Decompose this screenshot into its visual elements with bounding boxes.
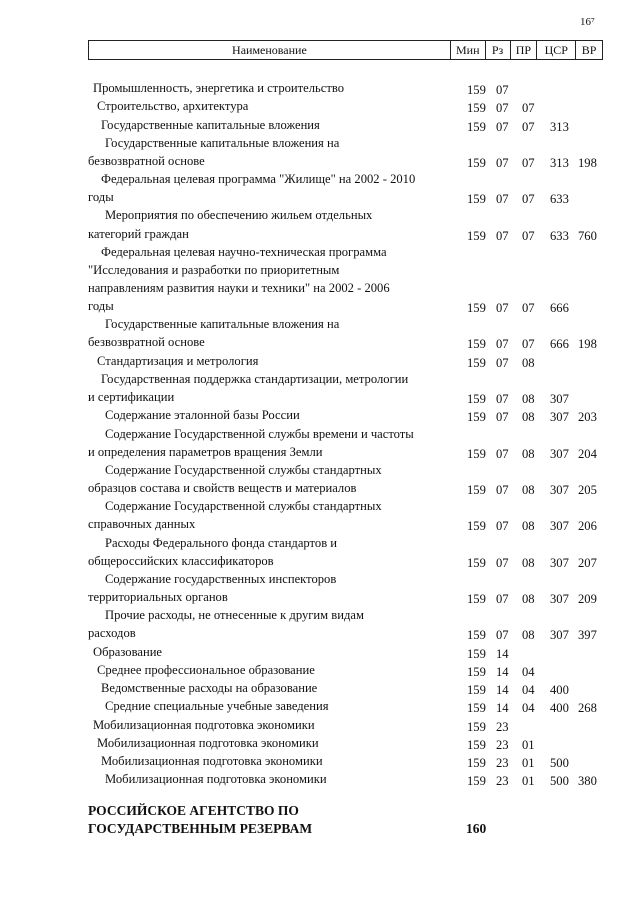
row-code-min: 159 (467, 301, 486, 316)
row-code-vr: 207 (578, 555, 597, 570)
row-code-min: 159 (467, 355, 486, 370)
row-code-pr: 04 (522, 664, 535, 679)
row-code-csr: 307 (550, 446, 569, 461)
row-code-min: 159 (467, 519, 486, 534)
row-code-csr: 307 (550, 410, 569, 425)
row-code-min: 159 (467, 228, 486, 243)
row-code-rz: 07 (496, 155, 509, 170)
row-name-line: годы (88, 299, 114, 314)
row-name-line: безвозвратной основе (88, 335, 205, 350)
row-code-min: 159 (467, 646, 486, 661)
row-name-line: Мобилизационная подготовка экономики (97, 735, 319, 750)
row-code-min: 159 (467, 101, 486, 116)
row-code-csr: 307 (550, 592, 569, 607)
page-number: 16⁷ (580, 16, 595, 28)
row-code-min: 159 (467, 337, 486, 352)
row-code-pr: 07 (522, 337, 535, 352)
row-code-pr: 08 (522, 519, 535, 534)
row-name-line: безвозвратной основе (88, 153, 205, 168)
row-code-rz: 23 (496, 756, 509, 771)
row-name-line: Федеральная целевая научно-техническая программа (101, 244, 387, 259)
row-name-line: Федеральная целевая программа "Жилище" на 2002 - 2010 (101, 172, 416, 187)
row-code-min: 159 (467, 446, 486, 461)
row-code-csr: 666 (550, 337, 569, 352)
row-code-pr: 07 (522, 301, 535, 316)
row-name-line: Содержание государственных инспекторов (105, 571, 337, 586)
row-name-line: "Исследования и разработки по приоритетным (88, 262, 340, 277)
row-code-vr: 203 (578, 410, 597, 425)
row-code-csr: 633 (550, 192, 569, 207)
row-code-pr: 07 (522, 119, 535, 134)
row-name-line: Образование (93, 644, 163, 659)
row-code-min: 159 (467, 83, 486, 97)
row-code-rz: 14 (496, 683, 509, 698)
row-code-csr: 313 (550, 119, 569, 134)
row-name-line: общероссийских классификаторов (88, 553, 274, 568)
row-name-line: Государственные капитальные вложения (101, 117, 320, 132)
row-code-pr: 04 (522, 701, 535, 716)
row-code-pr: 08 (522, 446, 535, 461)
row-name-line: Прочие расходы, не отнесенные к другим видам (105, 608, 364, 623)
row-code-rz: 07 (496, 446, 509, 461)
header-vr: ВР (576, 41, 603, 60)
row-code-min: 159 (467, 628, 486, 643)
row-code-rz: 07 (496, 101, 509, 116)
row-name-line: справочных данных (88, 517, 196, 532)
header-pr: ПР (510, 41, 537, 60)
row-code-csr: 307 (550, 555, 569, 570)
row-name-line: образцов состава и свойств веществ и материалов (88, 480, 357, 495)
row-code-csr: 633 (550, 228, 569, 243)
row-name-line: Государственные капитальные вложения на (105, 135, 340, 150)
row-code-rz: 07 (496, 592, 509, 607)
row-code-rz: 07 (496, 392, 509, 407)
row-code-vr: 198 (578, 337, 597, 352)
row-code-pr: 01 (522, 737, 535, 752)
row-code-rz: 07 (496, 482, 509, 497)
row-name-line: Промышленность, энергетика и строительство (93, 81, 345, 95)
row-code-rz: 23 (496, 719, 509, 734)
row-code-rz: 07 (496, 192, 509, 207)
row-code-vr: 198 (578, 155, 597, 170)
row-code-min: 159 (467, 119, 486, 134)
row-name-line: Содержание эталонной базы России (105, 408, 300, 423)
row-code-pr: 04 (522, 683, 535, 698)
row-name-line: Средние специальные учебные заведения (105, 699, 329, 714)
row-name-line: Содержание Государственной службы стандартных (105, 499, 382, 514)
row-code-pr: 07 (522, 228, 535, 243)
row-name-line: Содержание Государственной службы времени и частоты (105, 426, 414, 441)
row-code-rz: 07 (496, 119, 509, 134)
row-code-pr: 07 (522, 101, 535, 116)
row-code-pr: 07 (522, 192, 535, 207)
row-name-line: Мобилизационная подготовка экономики (93, 717, 315, 732)
row-code-rz: 07 (496, 555, 509, 570)
row-name-line: территориальных органов (88, 590, 228, 605)
row-name-line: категорий граждан (88, 226, 189, 241)
row-name-line: годы (88, 190, 114, 205)
row-name-line: Среднее профессиональное образование (97, 662, 315, 677)
row-code-min: 159 (467, 410, 486, 425)
row-code-csr: 307 (550, 482, 569, 497)
row-code-min: 159 (467, 664, 486, 679)
row-code-csr: 500 (550, 774, 569, 789)
row-name-line: Мобилизационная подготовка экономики (105, 772, 327, 787)
row-code-vr: 206 (578, 519, 597, 534)
row-code-min: 159 (467, 482, 486, 497)
row-code-vr: 209 (578, 592, 597, 607)
row-code-min: 159 (467, 719, 486, 734)
row-name-line: Мероприятия по обеспечению жильем отдельных (105, 208, 373, 223)
row-code-csr: 307 (550, 519, 569, 534)
row-code-min: 159 (467, 737, 486, 752)
row-code-pr: 08 (522, 592, 535, 607)
row-code-pr: 01 (522, 774, 535, 789)
row-code-rz: 07 (496, 337, 509, 352)
row-code-rz: 07 (496, 301, 509, 316)
row-code-rz: 07 (496, 83, 509, 97)
row-code-csr: 307 (550, 392, 569, 407)
row-code-pr: 08 (522, 355, 535, 370)
row-name-line: Содержание Государственной службы стандартных (105, 462, 382, 477)
row-code-rz: 07 (496, 628, 509, 643)
row-code-pr: 01 (522, 756, 535, 771)
row-name-line: и определения параметров вращения Земли (88, 444, 323, 459)
row-code-rz: 23 (496, 774, 509, 789)
row-code-vr: 397 (578, 628, 597, 643)
row-code-min: 159 (467, 555, 486, 570)
row-name-line: Стандартизация и метрология (97, 353, 259, 368)
row-code-min: 159 (467, 155, 486, 170)
row-name-line: расходов (88, 626, 136, 641)
row-code-min: 159 (467, 774, 486, 789)
row-code-pr: 08 (522, 410, 535, 425)
row-code-min: 159 (467, 192, 486, 207)
header-rz: Рз (485, 41, 510, 60)
section-code-min: 160 (466, 821, 487, 836)
row-code-pr: 08 (522, 392, 535, 407)
row-name-line: направлениям развития науки и техники" на 2002 - 2006 (88, 280, 390, 295)
row-code-pr: 08 (522, 482, 535, 497)
row-name-line: Ведомственные расходы на образование (101, 681, 318, 696)
row-code-vr: 380 (578, 774, 597, 789)
row-code-min: 159 (467, 392, 486, 407)
row-code-csr: 400 (550, 683, 569, 698)
row-code-pr: 08 (522, 628, 535, 643)
row-code-min: 159 (467, 683, 486, 698)
row-code-min: 159 (467, 592, 486, 607)
row-name-line: Государственная поддержка стандартизации, метрологии (101, 371, 409, 386)
row-code-rz: 14 (496, 701, 509, 716)
row-code-rz: 14 (496, 646, 509, 661)
row-code-rz: 07 (496, 355, 509, 370)
row-name-line: Строительство, архитектура (97, 99, 249, 114)
row-code-rz: 14 (496, 664, 509, 679)
row-code-min: 159 (467, 701, 486, 716)
row-code-rz: 07 (496, 410, 509, 425)
row-code-rz: 07 (496, 519, 509, 534)
row-code-vr: 760 (578, 228, 597, 243)
row-code-vr: 268 (578, 701, 597, 716)
row-code-csr: 500 (550, 756, 569, 771)
row-code-csr: 666 (550, 301, 569, 316)
row-name-line: Мобилизационная подготовка экономики (101, 754, 323, 769)
row-name-line: Расходы Федерального фонда стандартов и (105, 535, 338, 550)
row-name-line: Государственные капитальные вложения на (105, 317, 340, 332)
row-code-min: 159 (467, 756, 486, 771)
row-code-csr: 313 (550, 155, 569, 170)
header-csr: ЦСР (537, 41, 576, 60)
row-code-csr: 307 (550, 628, 569, 643)
section-title: РОССИЙСКОЕ АГЕНТСТВО ПО ГОСУДАРСТВЕННЫМ РЕЗЕРВАМ (88, 803, 313, 836)
row-code-vr: 205 (578, 482, 597, 497)
header-name: Наименование (89, 41, 451, 60)
row-code-rz: 07 (496, 228, 509, 243)
row-code-rz: 23 (496, 737, 509, 752)
row-name-line: и сертификации (88, 390, 175, 405)
row-code-pr: 07 (522, 155, 535, 170)
header-min: Мин (450, 41, 485, 60)
row-code-pr: 08 (522, 555, 535, 570)
row-code-vr: 204 (578, 446, 597, 461)
row-code-csr: 400 (550, 701, 569, 716)
